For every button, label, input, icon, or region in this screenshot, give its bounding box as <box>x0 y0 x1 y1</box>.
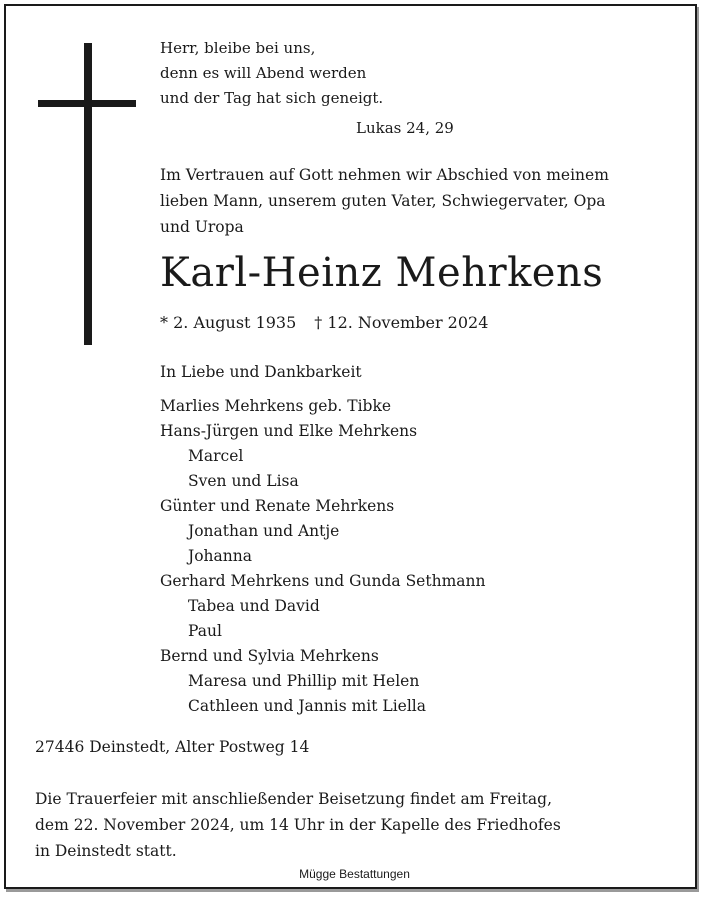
family-member-child: Tabea und David <box>188 597 320 615</box>
intro-line: und Uropa <box>160 218 244 236</box>
family-member-child: Johanna <box>188 547 252 565</box>
notice-line: in Deinstedt statt. <box>35 842 177 860</box>
family-member: Marlies Mehrkens geb. Tibke <box>160 397 392 415</box>
family-member: Hans-Jürgen und Elke Mehrkens <box>160 422 418 440</box>
family-member: Gerhard Mehrkens und Gunda Sethmann <box>160 572 486 590</box>
intro-text <box>160 162 609 240</box>
funeral-notice <box>35 786 561 864</box>
verse-line: und der Tag hat sich geneigt. <box>160 89 384 107</box>
verse-line: denn es will Abend werden <box>160 64 367 82</box>
undertaker-credit: Mügge Bestattungen <box>299 867 410 881</box>
deceased-name: Karl-Heinz Mehrkens <box>160 250 604 296</box>
family-member-child: Jonathan und Antje <box>188 522 340 540</box>
bible-verse <box>160 36 383 111</box>
family-member: Bernd und Sylvia Mehrkens <box>160 647 379 665</box>
family-member-child: Maresa und Phillip mit Helen <box>188 672 420 690</box>
death-date: † 12. November 2024 <box>314 313 489 332</box>
intro-line: lieben Mann, unserem guten Vater, Schwiegervater, Opa <box>160 192 606 210</box>
notice-line: dem 22. November 2024, um 14 Uhr in der Kapelle des Friedhofes <box>35 816 561 834</box>
cross-vertical-bar <box>84 43 92 345</box>
family-member-child: Paul <box>188 622 222 640</box>
family-address: 27446 Deinstedt, Alter Postweg 14 <box>35 738 310 756</box>
family-list <box>160 394 485 719</box>
notice-line: Die Trauerfeier mit anschließender Beisetzung findet am Freitag, <box>35 790 553 808</box>
family-member-child: Cathleen und Jannis mit Liella <box>188 697 426 715</box>
birth-date: * 2. August 1935 <box>160 313 297 332</box>
verse-reference: Lukas 24, 29 <box>356 119 454 137</box>
closing-phrase: In Liebe und Dankbarkeit <box>160 363 362 381</box>
family-member-child: Sven und Lisa <box>188 472 299 490</box>
cross-horizontal-bar <box>38 100 136 107</box>
verse-line: Herr, bleibe bei uns, <box>160 39 316 57</box>
intro-line: Im Vertrauen auf Gott nehmen wir Abschied von meinem <box>160 166 609 184</box>
family-member: Günter und Renate Mehrkens <box>160 497 395 515</box>
family-member-child: Marcel <box>188 447 244 465</box>
life-dates <box>160 313 488 332</box>
